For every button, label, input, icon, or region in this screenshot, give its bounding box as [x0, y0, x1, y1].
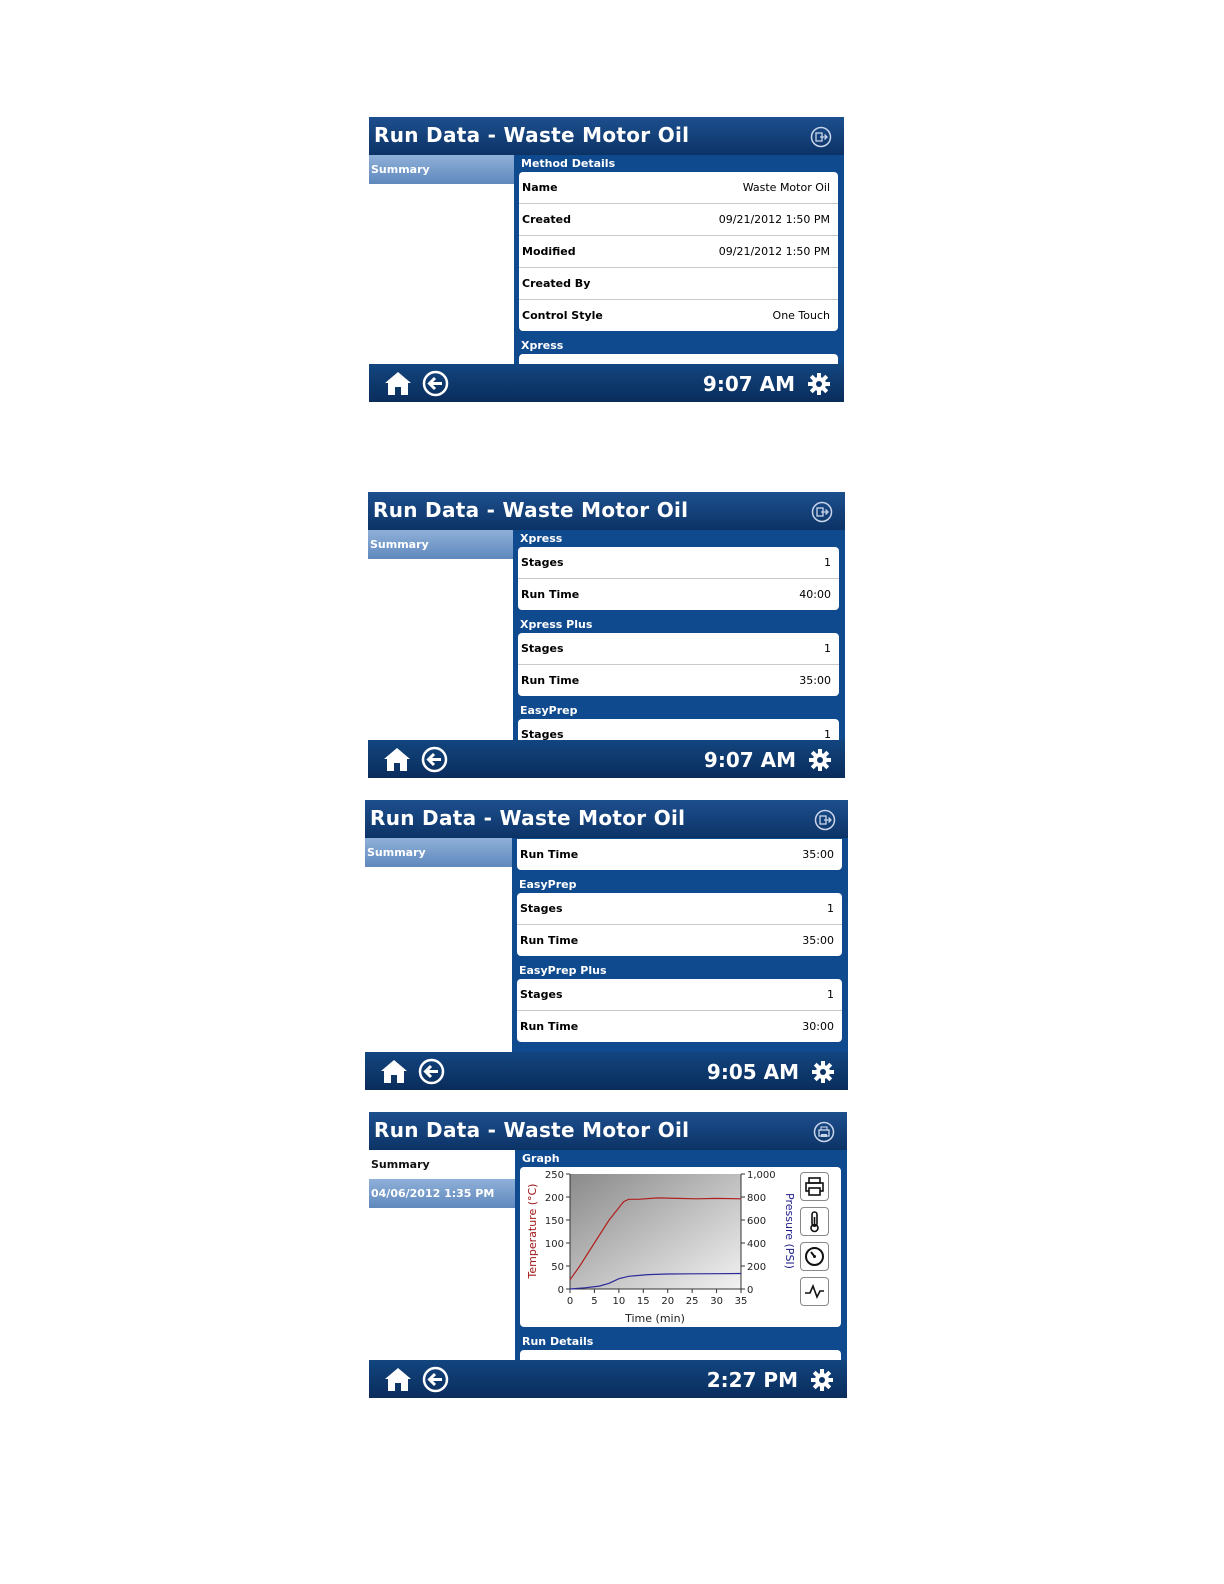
sidebar: [365, 838, 512, 1052]
sidebar-item-summary[interactable]: Summary: [368, 530, 513, 559]
row-label: Run Time: [520, 934, 579, 947]
y2-tick-label: 0: [747, 1285, 754, 1296]
printer-icon: [801, 1173, 828, 1200]
table-row: [517, 893, 842, 925]
page-title: Run Data - Waste Motor Oil: [374, 1118, 690, 1142]
temperature-toggle-button[interactable]: [800, 1207, 829, 1236]
content-panel: [512, 838, 848, 1052]
clock: 2:27 PM: [706, 1368, 798, 1392]
title-bar: [369, 1112, 847, 1150]
footer-bar: [369, 1360, 847, 1398]
y2-tick-label: 200: [747, 1262, 767, 1273]
table-row: [517, 1011, 842, 1042]
section-header: Xpress Plus: [520, 618, 593, 631]
section-header: Xpress: [520, 532, 563, 545]
back-arrow-icon[interactable]: [421, 746, 448, 773]
row-value: 1: [827, 988, 834, 1001]
table-row: [519, 236, 838, 268]
row-label: Name: [522, 181, 558, 194]
x-axis-label: Time (min): [625, 1312, 685, 1325]
details-card: [517, 893, 842, 956]
run-chart: [520, 1167, 805, 1327]
sidebar: [369, 1150, 515, 1360]
row-label: Stages: [521, 556, 564, 569]
section-header: Run Details: [522, 1335, 594, 1348]
row-value: 09/21/2012 1:50 PM: [718, 245, 830, 258]
content-panel: [515, 1150, 847, 1360]
details-card: [517, 979, 842, 1042]
sidebar-item-summary[interactable]: Summary: [369, 155, 514, 184]
row-value: 40:00: [799, 588, 831, 601]
sidebar-item-summary[interactable]: Summary: [369, 1150, 515, 1179]
gear-icon[interactable]: [809, 749, 831, 771]
row-label: Modified: [522, 245, 576, 258]
power-toggle-button[interactable]: [800, 1277, 829, 1306]
table-row: [519, 204, 838, 236]
screen-graph: [369, 1112, 847, 1398]
row-value: Waste Motor Oil: [742, 181, 830, 194]
clock: 9:07 AM: [702, 372, 795, 396]
gauge-icon: [801, 1243, 828, 1270]
section-header: Xpress: [521, 339, 564, 352]
details-card: [518, 633, 839, 696]
x-tick-label: 0: [566, 1296, 574, 1307]
screen-easyprep: [365, 800, 848, 1090]
details-card: [520, 1350, 841, 1360]
row-label: Run Time: [521, 674, 580, 687]
title-bar: [365, 800, 848, 838]
gear-icon[interactable]: [811, 1369, 833, 1391]
table-row: [518, 579, 839, 610]
x-tick-label: 25: [685, 1296, 699, 1307]
row-label: Stages: [521, 728, 564, 740]
home-icon[interactable]: [383, 370, 413, 396]
row-value: 09/21/2012 1:50 PM: [718, 213, 830, 226]
row-value: 30:00: [802, 1020, 834, 1033]
sidebar: [369, 155, 514, 364]
table-row: [517, 925, 842, 956]
row-value: One Touch: [772, 309, 830, 322]
y2-tick-label: 400: [747, 1239, 767, 1250]
clock: 9:07 AM: [703, 748, 796, 772]
section-header: EasyPrep: [519, 878, 577, 891]
pressure-toggle-button[interactable]: [800, 1242, 829, 1271]
row-label: Run Time: [521, 588, 580, 601]
details-card: [518, 547, 839, 610]
home-icon[interactable]: [379, 1058, 409, 1084]
x-tick-label: 10: [612, 1296, 626, 1307]
row-label: Run Time: [520, 848, 579, 861]
gear-icon[interactable]: [812, 1061, 834, 1083]
sidebar-item-run-date[interactable]: 04/06/2012 1:35 PM: [369, 1179, 515, 1208]
section-header: EasyPrep: [520, 704, 578, 717]
x-tick-label: 35: [734, 1296, 748, 1307]
row-label: Stages: [520, 988, 563, 1001]
back-arrow-icon[interactable]: [418, 1058, 445, 1085]
sidebar-item-summary[interactable]: Summary: [365, 838, 512, 867]
row-value: 35:00: [799, 674, 831, 687]
exit-icon[interactable]: [814, 809, 836, 831]
title-bar: [368, 492, 845, 530]
clock: 9:05 AM: [706, 1060, 799, 1084]
y2-axis-label: Pressure (PSI): [783, 1193, 796, 1269]
row-value: 1: [827, 902, 834, 915]
screen-method-details: [369, 117, 844, 402]
back-arrow-icon[interactable]: [422, 1366, 449, 1393]
table-row: [518, 665, 839, 696]
row-label: Created: [522, 213, 571, 226]
row-value: 35:00: [802, 848, 834, 861]
exit-icon[interactable]: [810, 126, 832, 148]
table-row: [518, 547, 839, 579]
table-row: [517, 979, 842, 1011]
row-label: Created By: [522, 277, 591, 290]
footer-bar: [365, 1052, 848, 1090]
x-tick-label: 15: [636, 1296, 650, 1307]
row-label: Stages: [520, 902, 563, 915]
content-panel: [513, 530, 845, 740]
details-card: [518, 719, 839, 740]
table-row: [517, 839, 842, 870]
title-bar: [369, 117, 844, 155]
row-label: Stages: [521, 642, 564, 655]
y-tick-label: 50: [551, 1262, 564, 1273]
print-graph-button[interactable]: [800, 1172, 829, 1201]
y-tick-label: 150: [544, 1216, 564, 1227]
details-card: [517, 839, 842, 870]
table-row: [518, 719, 839, 740]
y-tick-label: 200: [544, 1193, 564, 1204]
x-tick-label: 5: [591, 1296, 598, 1307]
row-label: Run Time: [520, 1020, 579, 1033]
y-tick-label: 0: [557, 1285, 564, 1296]
y2-tick-label: 1,000: [747, 1170, 776, 1181]
x-tick-label: 20: [661, 1296, 675, 1307]
table-row: [519, 300, 838, 331]
section-header: EasyPrep Plus: [519, 964, 607, 977]
row-label: Control Style: [522, 309, 603, 322]
content-panel: [514, 155, 844, 364]
page-title: Run Data - Waste Motor Oil: [374, 123, 690, 147]
page-title: Run Data - Waste Motor Oil: [373, 498, 689, 522]
row-value: 1: [824, 642, 831, 655]
table-row: [518, 633, 839, 665]
row-value: 35:00: [802, 934, 834, 947]
home-icon[interactable]: [382, 746, 412, 772]
y2-tick-label: 800: [747, 1193, 767, 1204]
details-card: [519, 172, 838, 331]
back-arrow-icon[interactable]: [422, 370, 449, 397]
section-header: Method Details: [521, 157, 616, 170]
table-row: [519, 172, 838, 204]
print-icon[interactable]: [813, 1121, 835, 1143]
y-axis-label: Temperature (°C): [526, 1183, 539, 1279]
graph-card: [520, 1167, 841, 1327]
table-row: [519, 268, 838, 300]
waveform-icon: [801, 1278, 828, 1305]
sidebar: [368, 530, 513, 740]
footer-bar: [369, 364, 844, 402]
page-title: Run Data - Waste Motor Oil: [370, 806, 686, 830]
home-icon[interactable]: [383, 1366, 413, 1392]
row-value: 1: [824, 728, 831, 740]
x-tick-label: 30: [710, 1296, 723, 1307]
section-header: Graph: [522, 1152, 560, 1165]
thermometer-icon: [801, 1208, 828, 1235]
details-card: [519, 354, 838, 364]
y-tick-label: 100: [544, 1239, 564, 1250]
gear-icon[interactable]: [808, 373, 830, 395]
row-value: 1: [824, 556, 831, 569]
exit-icon[interactable]: [811, 501, 833, 523]
footer-bar: [368, 740, 845, 778]
y-tick-label: 250: [544, 1170, 564, 1181]
y2-tick-label: 600: [747, 1216, 767, 1227]
screen-xpress: [368, 492, 845, 778]
